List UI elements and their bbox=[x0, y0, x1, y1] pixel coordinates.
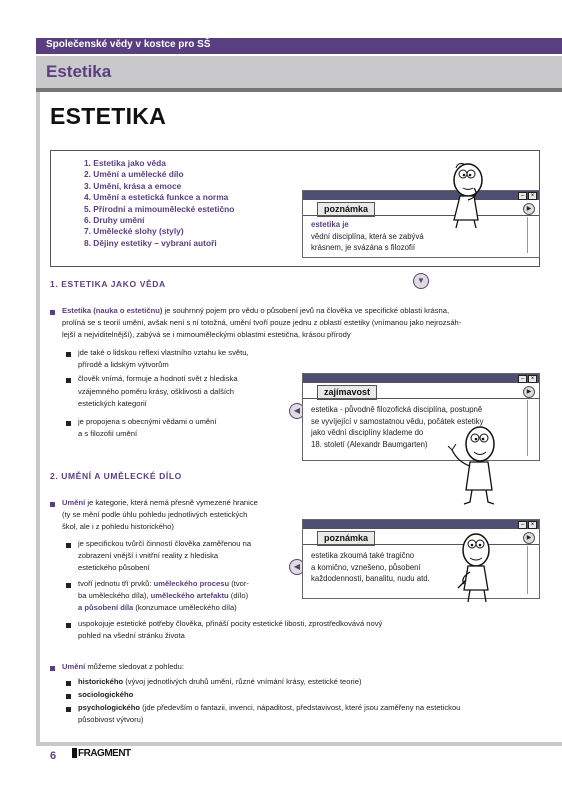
note-tab: poznámka bbox=[317, 202, 375, 217]
note-text bbox=[311, 550, 430, 585]
section1-bullet-line: je propojena s obecnými vědami o umění bbox=[78, 417, 217, 426]
section2-bullet-line: je specifickou tvůrčí činností člověka zaměřenou na bbox=[78, 539, 252, 548]
note-term: estetika je bbox=[311, 220, 349, 229]
arrow-right-icon[interactable]: ▶ bbox=[523, 386, 535, 398]
page-frame-left bbox=[36, 92, 40, 742]
category-title: Estetika bbox=[46, 62, 112, 81]
note-window-1 bbox=[302, 190, 540, 258]
toc-item[interactable]: 6. Druhy umění bbox=[84, 215, 145, 226]
page-number: 6 bbox=[50, 750, 57, 762]
cartoon-figure-thinking-icon bbox=[438, 160, 496, 230]
perspective-term: sociologického bbox=[78, 690, 134, 699]
section1-bullet-line: jde také o lidskou reflexi vlastního vztahu ke světu, bbox=[78, 348, 249, 357]
bullet-square bbox=[50, 310, 55, 315]
perspective-term: psychologického bbox=[78, 703, 141, 712]
section2-bullet-line bbox=[78, 602, 237, 614]
term-estetika: Estetika (nauka o estetičnu) bbox=[62, 306, 163, 315]
cartoon-figure-writing-icon bbox=[450, 528, 502, 606]
toc-item[interactable]: 4. Umění a estetická funkce a norma bbox=[84, 192, 229, 203]
interest-line: estetika - původně filozofická disciplína, postupně bbox=[311, 405, 483, 414]
text-span: (vývoj jednotlivých druhů umění, různé vnímání krásy, estetické teorie) bbox=[123, 677, 362, 686]
text-span: (konzumace uměleckého díla) bbox=[133, 603, 237, 612]
minimize-icon[interactable]: – bbox=[518, 375, 527, 383]
note-line: vědní disciplína, která se zabývá bbox=[311, 231, 424, 241]
interest-line: 18. století (Alexandr Baumgarten) bbox=[311, 439, 428, 449]
arrow-right-icon[interactable]: ▶ bbox=[523, 532, 535, 544]
bullet-square bbox=[66, 623, 71, 628]
arrow-left-icon[interactable]: ◀ bbox=[289, 403, 305, 419]
toc-item[interactable]: 1. Estetika jako věda bbox=[84, 158, 166, 168]
scrollbar[interactable] bbox=[527, 400, 537, 456]
text-span: je kategorie, která nemá přesně vymezené hranice bbox=[85, 498, 258, 507]
bullet-square bbox=[66, 583, 71, 588]
bullet-square bbox=[50, 666, 55, 671]
minimize-icon[interactable]: – bbox=[518, 192, 527, 200]
interest-tab: zajímavost bbox=[317, 385, 377, 400]
arrow-left-icon[interactable]: ◀ bbox=[289, 559, 305, 575]
text-span: (tvor- bbox=[229, 579, 249, 588]
category-header bbox=[36, 56, 562, 92]
section2-paragraph-line: (ty se mění podle úhlu pohledu jednotlivých estetických bbox=[62, 510, 248, 519]
toc-item[interactable]: 7. Umělecké slohy (styly) bbox=[84, 226, 184, 237]
series-title: Společenské vědy v kostce pro SŠ bbox=[46, 39, 211, 50]
section1-bullet-line: člověk vnímá, formuje a hodnotí svět z hlediska bbox=[78, 374, 238, 383]
term-proces: uměleckého procesu bbox=[153, 579, 230, 588]
section1-bullet-line: vzájemného poměru krásy, ošklivosti a dalších bbox=[78, 387, 235, 396]
series-header bbox=[36, 38, 562, 54]
logo-text: FRAGMENT bbox=[78, 748, 131, 759]
bullet-square bbox=[66, 694, 71, 699]
text-span: můžeme sledovat z pohledu: bbox=[85, 662, 184, 671]
term-artefakt: uměleckého artefaktu bbox=[150, 591, 229, 600]
publisher-logo bbox=[72, 748, 131, 759]
section2-paragraph-line bbox=[62, 497, 258, 509]
window-titlebar bbox=[303, 520, 539, 529]
interest-line: jako vědní disciplíny klademe do bbox=[311, 428, 424, 437]
term-umeni: Umění bbox=[62, 498, 86, 507]
text-span: (dílo) bbox=[228, 591, 249, 600]
close-icon[interactable]: × bbox=[528, 521, 537, 529]
section1-paragraph-line: prolíná se s teorií umění, avšak není s ní totožná, umění tvoří pouze jednu z oblastí estetiky (vnímanou jako nejrozsáh- bbox=[62, 318, 462, 327]
section1-bullet-line: estetických kategorií bbox=[78, 399, 147, 408]
toc-item[interactable]: 8. Dějiny estetiky – vybraní autoři bbox=[84, 237, 217, 248]
page-title: ESTETIKA bbox=[50, 103, 167, 129]
tab-divider bbox=[303, 215, 539, 216]
section2-bullet-line: pohled na všední stránku života bbox=[78, 631, 185, 640]
perspective-line bbox=[78, 689, 133, 701]
note-line: a komično, vznešeno, působení bbox=[311, 562, 421, 572]
section2-paragraph-line bbox=[62, 661, 184, 673]
bullet-square bbox=[66, 681, 71, 686]
note-line: krásnem, je svázána s filozofií bbox=[311, 243, 416, 252]
text-span: tvoří jednotu tří prvků: bbox=[78, 579, 154, 588]
term-pusobeni: a působení díla bbox=[78, 603, 134, 612]
interest-line: se vyvíjející v samostatnou vědu, počátek estetiky bbox=[311, 416, 484, 426]
text-span: (jde především o fantazii, invenci, nápaditost, představivost, které jsou zaměřeny na estetickou bbox=[140, 703, 461, 712]
bullet-square bbox=[66, 352, 71, 357]
minimize-icon[interactable]: – bbox=[518, 521, 527, 529]
bullet-square bbox=[66, 378, 71, 383]
note-line: estetika zkoumá také tragično bbox=[311, 551, 415, 560]
arrow-down-icon[interactable]: ▼ bbox=[413, 273, 429, 289]
toc-item[interactable]: 3. Umění, krása a emoce bbox=[84, 180, 182, 191]
perspective-line: působivost výtvoru) bbox=[78, 715, 144, 724]
scrollbar[interactable] bbox=[527, 546, 537, 594]
toc-item[interactable]: 5. Přírodní a mimoumělecké estetično bbox=[84, 203, 235, 214]
perspective-term: historického bbox=[78, 677, 124, 686]
section2-paragraph-line: škol, ale i z pohledu historického) bbox=[62, 522, 174, 531]
section2-bullet-line bbox=[78, 578, 249, 590]
arrow-right-icon[interactable]: ▶ bbox=[523, 203, 535, 215]
section2-bullet-line: uspokojuje estetické potřeby člověka, přináší pocity estetické libosti, zprostředkovává nový bbox=[78, 619, 383, 628]
section1-bullet-line: a s filozofií umění bbox=[78, 429, 138, 438]
section2-bullet-line: zobrazení vnější i vnitřní reality z hlediska bbox=[78, 551, 219, 560]
section1-bullet-line: přírodě a lidským výtvorům bbox=[78, 360, 169, 369]
cartoon-figure-waving-icon bbox=[446, 422, 508, 508]
section2-bullet-line: estetického působení bbox=[78, 563, 150, 572]
note-tab: poznámka bbox=[317, 531, 375, 546]
perspective-line bbox=[78, 702, 460, 714]
section-heading-1: 1. ESTETIKA JAKO VĚDA bbox=[50, 279, 166, 289]
toc-item[interactable]: 2. Umění a umělecké dílo bbox=[84, 169, 184, 180]
perspective-line bbox=[78, 676, 361, 688]
text-span: ba uměleckého díla), bbox=[78, 591, 151, 600]
bullet-square bbox=[66, 421, 71, 426]
note-text bbox=[311, 219, 424, 254]
section1-paragraph-line: lejší a nejviditelnější), zabývá se i mimouměleckými oblastmi estetična, krásou přírody bbox=[62, 330, 351, 339]
tab-divider bbox=[303, 398, 539, 399]
close-icon[interactable]: × bbox=[528, 192, 537, 200]
close-icon[interactable]: × bbox=[528, 375, 537, 383]
term-umeni: Umění bbox=[62, 662, 86, 671]
scrollbar[interactable] bbox=[527, 217, 537, 253]
bullet-square bbox=[66, 543, 71, 548]
bullet-square bbox=[50, 502, 55, 507]
section2-bullet-line bbox=[78, 590, 248, 602]
bullet-square bbox=[66, 707, 71, 712]
note-window-2 bbox=[302, 519, 540, 599]
section-heading-2: 2. UMĚNÍ A UMĚLECKÉ DÍLO bbox=[50, 471, 182, 481]
tab-divider bbox=[303, 544, 539, 545]
text-span: je souhrnný pojem pro vědu o působení jevů na člověka ve specifické oblasti krásna, bbox=[162, 306, 450, 315]
page-frame-bottom bbox=[36, 742, 562, 746]
section1-paragraph-line bbox=[62, 305, 449, 317]
window-titlebar bbox=[303, 374, 539, 383]
window-titlebar bbox=[303, 191, 539, 200]
logo-mark-icon bbox=[72, 748, 77, 758]
note-line: každodennosti, banalitu, nudu atd. bbox=[311, 574, 430, 583]
